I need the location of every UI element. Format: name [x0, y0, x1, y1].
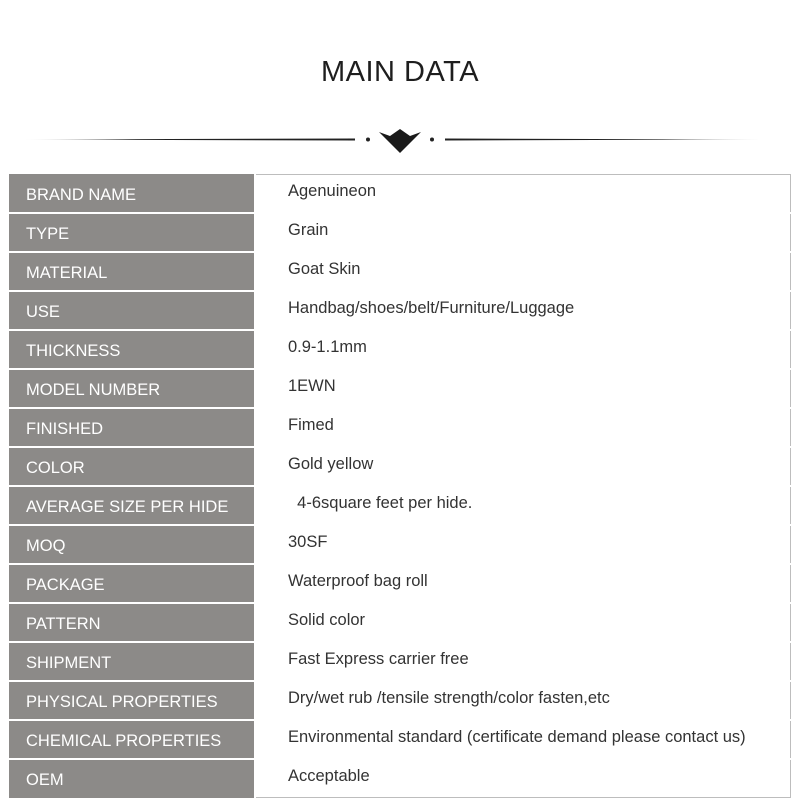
spec-label: COLOR — [10, 447, 256, 486]
divider-left-line — [20, 139, 355, 141]
spec-label: CHEMICAL PROPERTIES — [10, 720, 256, 759]
table-row — [10, 369, 791, 408]
spec-label: PHYSICAL PROPERTIES — [10, 681, 256, 720]
spec-label: MODEL NUMBER — [10, 369, 256, 408]
spec-value: Goat Skin — [255, 252, 791, 291]
spec-value: 4-6square feet per hide. — [255, 486, 791, 525]
table-row — [10, 759, 791, 798]
table-row — [10, 486, 791, 525]
title-divider — [0, 120, 800, 160]
table-row — [10, 330, 791, 369]
spec-value: Handbag/shoes/belt/Furniture/Luggage — [255, 291, 791, 330]
spec-label: OEM — [10, 759, 256, 798]
spec-value: Acceptable — [255, 759, 791, 798]
spec-label: THICKNESS — [10, 330, 256, 369]
spec-value: 30SF — [255, 525, 791, 564]
spec-label: SHIPMENT — [10, 642, 256, 681]
table-row — [10, 681, 791, 720]
table-row — [10, 564, 791, 603]
spec-value: Gold yellow — [255, 447, 791, 486]
page-title: MAIN DATA — [320, 56, 480, 88]
table-row — [10, 408, 791, 447]
table-row — [10, 603, 791, 642]
spec-table — [9, 174, 791, 798]
spec-label: PATTERN — [10, 603, 256, 642]
table-row — [10, 252, 791, 291]
spec-label: AVERAGE SIZE PER HIDE — [10, 486, 256, 525]
spec-value: Agenuineon — [255, 175, 791, 214]
spec-label: PACKAGE — [10, 564, 256, 603]
spec-label: BRAND NAME — [10, 175, 256, 214]
table-row — [10, 213, 791, 252]
spec-value: Waterproof bag roll — [255, 564, 791, 603]
spec-value: Fimed — [255, 408, 791, 447]
table-row — [10, 175, 791, 214]
table-row — [10, 642, 791, 681]
spec-value: Fast Express carrier free — [255, 642, 791, 681]
table-row — [10, 447, 791, 486]
table-row — [10, 291, 791, 330]
spec-label: FINISHED — [10, 408, 256, 447]
table-row — [10, 525, 791, 564]
spec-value: Solid color — [255, 603, 791, 642]
spec-label: MATERIAL — [10, 252, 256, 291]
spec-value: 1EWN — [255, 369, 791, 408]
spec-label: MOQ — [10, 525, 256, 564]
divider-right-line — [445, 139, 780, 141]
spec-value: 0.9-1.1mm — [255, 330, 791, 369]
spec-value: Grain — [255, 213, 791, 252]
spec-value: Dry/wet rub /tensile strength/color fasten,etc — [255, 681, 791, 720]
table-row — [10, 720, 791, 759]
spec-value: Environmental standard (certificate demand please contact us) — [255, 720, 791, 759]
chevron-diamond-ornament-icon — [366, 129, 434, 153]
spec-label: TYPE — [10, 213, 256, 252]
spec-label: USE — [10, 291, 256, 330]
